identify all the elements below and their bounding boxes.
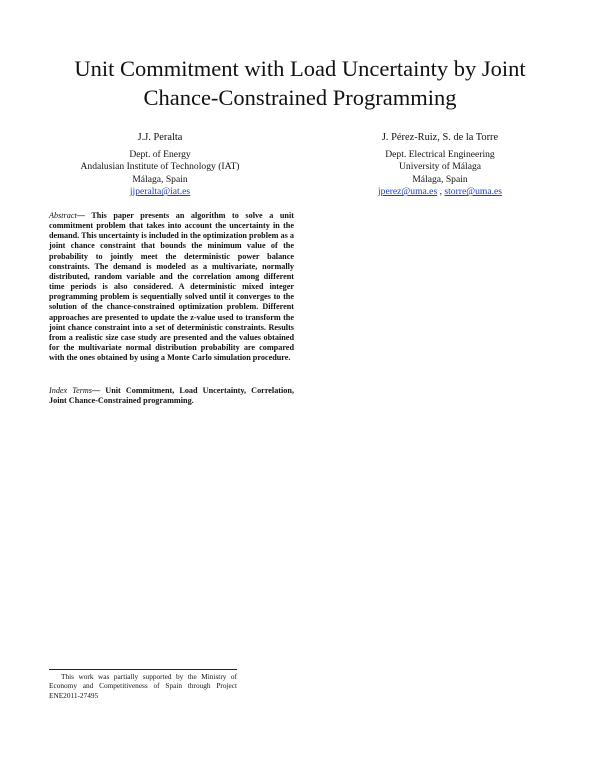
abstract-label: Abstract xyxy=(49,211,77,220)
author-name: J. Pérez-Ruiz, S. de la Torre xyxy=(381,132,499,143)
author-name: J.J. Peralta xyxy=(137,132,183,143)
abstract-paragraph xyxy=(49,211,294,363)
author-email-link[interactable]: storre@uma.es xyxy=(444,186,502,198)
footnote-funding: This work was partially supported by the Ministry of Economy and Competitiveness of Spain through Project ENE2011-27495 xyxy=(49,672,237,700)
index-terms-text: Unit Commitment, Load Uncertainty, Correlation, Joint Chance-Constrained programming. xyxy=(49,386,295,406)
author-email-link[interactable]: jperez@uma.es xyxy=(378,186,438,198)
author-affiliation-dept: Dept. Electrical Engineering xyxy=(385,149,495,160)
author-affiliation-institution: Andalusian Institute of Technology (IAT) xyxy=(80,161,240,173)
author-affiliation-institution: University of Málaga xyxy=(398,161,482,173)
author-block-left xyxy=(60,131,260,199)
author-affiliation-location: Málaga, Spain xyxy=(412,173,468,185)
author-affiliation-dept: Dept. of Energy xyxy=(129,149,191,160)
author-block-right xyxy=(340,131,540,199)
index-terms-label: Index Terms xyxy=(49,386,92,395)
abstract-dash: — xyxy=(76,211,92,220)
author-email-link[interactable]: jjperalta@iat.es xyxy=(129,186,191,198)
paper-title: Unit Commitment with Load Uncertainty by Joint Chance-Constrained Programming xyxy=(74,56,526,110)
index-terms-paragraph xyxy=(49,386,294,406)
footnote-rule xyxy=(49,669,237,670)
index-terms-dash: — xyxy=(92,386,106,395)
author-affiliation-location: Málaga, Spain xyxy=(132,173,188,185)
abstract-text: This paper presents an algorithm to solve a unit commitment problem that takes into account the uncertainty in the demand. This uncertainty is included in the optimization problem as a joint chance constraint that bounds the minimum value of the probability to jointly meet the deterministic power balance constraints. The demand is modeled as a multivariate, normally distributed, random variable and the correlation among different time periods is also considered. A deterministic mixed integer programming problem is sequentially solved until it converges to the solution of the chance-constrained optimization problem. Different approaches are presented to update the z-value used to transform the joint chance constraint into a set of deterministic constraints. Results from a realistic size case study are presented and the values obtained for the multivariate normal distribution probability are compared with the ones obtained by using a Monte Carlo simulation procedure. xyxy=(49,211,294,363)
email-separator: , xyxy=(437,186,445,198)
